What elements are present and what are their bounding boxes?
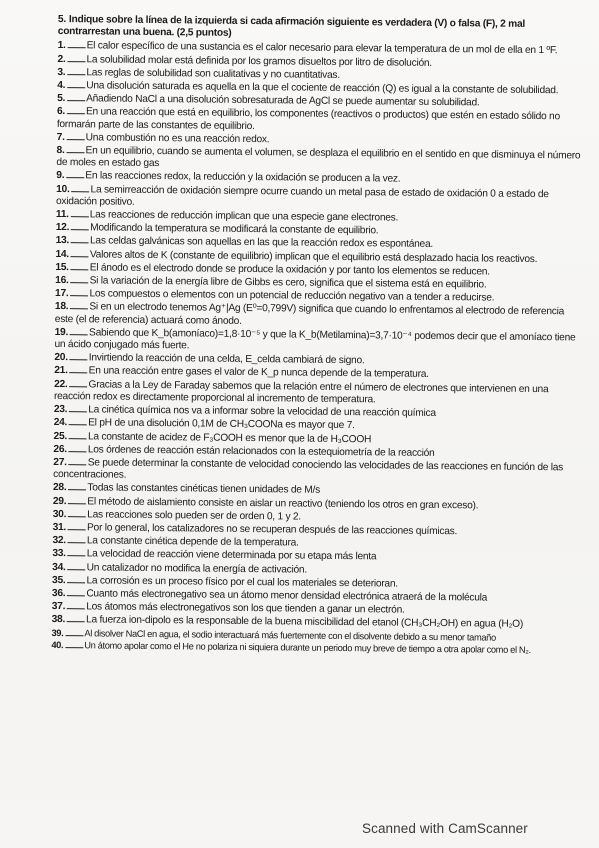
camscanner-watermark: Scanned with CamScanner — [362, 821, 528, 836]
answer-blank-line[interactable] — [70, 326, 88, 335]
statement-text: Al disolver NaCl en agua, el sodio interactuará más fuertemente con el disolvente debido a su menor tamaño — [84, 627, 496, 643]
answer-blank-line[interactable] — [70, 301, 88, 310]
statement-text: Los átomos más electronegativos son los que tienden a ganar un electrón. — [86, 601, 405, 616]
statement-number: 31. — [52, 521, 67, 534]
statement-text: Un átomo apolar como el He no polariza ni siquiera durante un periodo muy breve de tiempo a otra apolar como el N₂. — [84, 640, 531, 655]
answer-blank-line[interactable] — [67, 92, 85, 101]
answer-blank-line[interactable] — [67, 613, 85, 622]
answer-blank-line[interactable] — [65, 639, 83, 648]
statement-number: 20. — [54, 352, 68, 364]
answer-blank-line[interactable] — [69, 430, 87, 439]
statement-number: 2. — [57, 53, 66, 65]
statement-text: Valores altos de K (constante de equilibrio) implican que el equilibrio está desplazado hacia los reactivos. — [89, 249, 538, 265]
statement-text: Una combustión no es una reacción redox. — [85, 132, 270, 146]
answer-blank-line[interactable] — [71, 221, 89, 230]
statement-number: 29. — [52, 495, 67, 507]
statement-text: Cuanto más electronegativo sea un átomo menor densidad electrónica atraerá de la molécula — [86, 588, 488, 604]
statement-text: El calor específico de una sustancia es el calor necesario para elevar la temperatura de un mol de ella en 1 ºF. — [86, 40, 558, 57]
statement-list — [51, 39, 582, 656]
question-number: 5. — [57, 14, 66, 26]
statement-number: 18. — [54, 301, 69, 313]
answer-blank-line[interactable] — [71, 274, 89, 283]
statement-number: 27. — [53, 456, 67, 469]
statement-number: 11. — [55, 209, 69, 221]
answer-blank-line[interactable] — [67, 144, 85, 153]
answer-blank-line[interactable] — [71, 235, 89, 244]
statement-text: La constante de acidez de F₃COOH es menor que la de H₃COOH — [87, 430, 372, 445]
statement-text: Sabiendo que K_b(amoníaco)=1,8·10⁻⁵ y que la K_b(Metilamina)=3,7·10⁻⁴ podemos decir que el amoníaco tiene un ácido conjugado más fuerte. — [54, 327, 576, 352]
statement-text: Invirtiendo la reacción de una celda, E_celda cambiará de signo. — [88, 352, 365, 367]
answer-blank-line[interactable] — [68, 495, 86, 504]
statement-number: 24. — [53, 417, 68, 429]
statement-text: Añadiendo NaCl a una disolución sobresaturada de AgCl se puede aumentar su solubilidad. — [86, 93, 480, 109]
statement-number: 5. — [57, 93, 66, 105]
answer-blank-line[interactable] — [72, 183, 90, 192]
statement-text: Una disolución saturada es aquella en la que el cociente de reacción (Q) es igual a la constante de solubilidad. — [86, 80, 559, 97]
question-text: Indique sobre la línea de la izquierda si cada afirmación siguiente es verdadera (V) o falsa (F), 2 mal contrarrestan una buena. — [57, 14, 526, 39]
answer-blank-line[interactable] — [65, 627, 83, 636]
statement-text: La fuerza ion-dipolo es la responsable de la buena miscibilidad del etanol (CH₃CH₂OH) en agua (H₂O) — [86, 614, 524, 631]
statement-number: 21. — [54, 365, 68, 377]
statement-number: 36. — [51, 587, 66, 600]
statement-number: 6. — [56, 106, 66, 118]
statement-text: La cinética química nos va a informar sobre la velocidad de una reacción química — [88, 404, 436, 420]
statement-text: Modificando la temperatura se modificará la constante de equilibrio. — [90, 222, 379, 237]
statement-text: Se puede determinar la constante de velocidad conociendo las velocidades de las reacciones en función de las concentraciones. — [53, 457, 564, 481]
answer-blank-line[interactable] — [67, 66, 85, 75]
statement-text: Los compuestos o elementos con un potencial de reducción negativo van a tender a reducirse. — [89, 288, 495, 304]
statement-text: En una reacción entre gases el valor de K_p nunca depende de la temperatura. — [88, 365, 429, 381]
question-points: (2,5 puntos) — [176, 27, 232, 40]
statement-number: 3. — [57, 66, 66, 78]
statement-number: 1. — [57, 40, 66, 52]
statement-number: 14. — [55, 248, 69, 260]
statement-text: La solubilidad molar está definida por los gramos disueltos por litro de disolución. — [86, 53, 432, 69]
answer-blank-line[interactable] — [70, 365, 88, 374]
statement-text: El ánodo es el electrodo donde se produce la oxidación y por tanto los elementos se reducen. — [89, 262, 490, 278]
statement-text: Las reacciones solo pueden ser de orden 0, 1 y 2. — [87, 509, 301, 523]
answer-blank-line[interactable] — [67, 79, 85, 88]
statement-text: En una reacción que está en equilibrio, los componentes (reactivos o productos) que estén en estado sólido no formarán parte de las constantes de equilibrio. — [56, 106, 560, 132]
statement-text: Un catalizador no modifica la energía de activación. — [86, 561, 308, 576]
statement-text: Las reglas de solubilidad son cualitativas y no cuantitativas. — [86, 67, 340, 81]
answer-blank-line[interactable] — [67, 106, 85, 115]
statement-text: El método de aislamiento consiste en aislar un reactivo (teniendo los otros en gran exceso). — [87, 495, 479, 511]
statement-text: Los órdenes de reacción están relacionados con la estequiometría de la reacción — [87, 444, 435, 459]
answer-blank-line[interactable] — [67, 587, 85, 596]
statement-number: 39. — [51, 627, 64, 638]
answer-blank-line[interactable] — [71, 248, 89, 257]
answer-blank-line[interactable] — [66, 170, 84, 179]
statement-number: 28. — [52, 482, 67, 494]
statement-number: 9. — [56, 170, 65, 182]
statement-number: 13. — [55, 235, 70, 247]
statement-text: Si en un electrodo tenemos Ag⁺|Ag (E⁰=0,799V) significa que cuando lo enfrentamos al electrodo de referencia este (el de referencia) actuará como ánodo. — [54, 301, 565, 327]
answer-blank-line[interactable] — [70, 351, 88, 360]
answer-blank-line[interactable] — [68, 547, 86, 556]
statement-number: 4. — [57, 80, 66, 92]
statement-number: 33. — [52, 548, 66, 560]
answer-blank-line[interactable] — [71, 261, 89, 270]
answer-blank-line[interactable] — [67, 131, 85, 140]
statement-number: 23. — [53, 404, 68, 416]
answer-blank-line[interactable] — [70, 378, 88, 387]
statement-number: 8. — [56, 145, 65, 157]
statement-number: 12. — [55, 222, 70, 234]
statement-text: Gracias a la Ley de Faraday sabemos que la relación entre el número de electrones que intervienen en una reacción redox es directamente proporcional al incremento de temperatura. — [53, 379, 549, 406]
statement-number: 10. — [56, 183, 70, 195]
statement-number: 26. — [53, 443, 67, 455]
answer-blank-line[interactable] — [67, 574, 85, 583]
statement-text: En las reacciones redox, la reducción y la oxidación se producen a la vez. — [85, 170, 401, 186]
statement-text: Si la variación de la energía libre de Gibbs es cero, significa que el sistema está en equilibrio. — [89, 275, 487, 291]
statement-text: Todas las constantes cinéticas tienen unidades de M/s — [87, 482, 321, 497]
statement-number: 30. — [52, 508, 67, 520]
answer-blank-line[interactable] — [70, 287, 88, 296]
statement-text: Por lo general, los catalizadores no se recuperan después de las reacciones químicas. — [86, 522, 458, 538]
statement-text: La semirreacción de oxidación siempre ocurre cuando un metal pasa de estado de oxidación 0 a estado de oxidación positivo. — [55, 183, 549, 208]
answer-blank-line[interactable] — [68, 53, 86, 62]
answer-blank-line[interactable] — [68, 508, 86, 517]
statement-number: 38. — [51, 614, 66, 626]
statement-text: La corrosión es un proceso físico por el cual los materiales se deterioran. — [86, 575, 398, 590]
statement-text: La velocidad de reacción viene determinada por su etapa más lenta — [86, 548, 377, 563]
statement-number: 15. — [55, 261, 69, 273]
answer-blank-line[interactable] — [69, 403, 87, 412]
statement-number: 19. — [54, 326, 69, 338]
statement-text: Las celdas galvánicas son aquellas en las que la reacción redox es espontánea. — [89, 235, 434, 251]
statement-number: 34. — [52, 561, 66, 573]
answer-blank-line[interactable] — [68, 561, 86, 570]
statement-text: En un equilibrio, cuando se aumenta el volumen, se desplaza el equilibrio en el sentido en que disminuya el número de moles en estado gas — [56, 145, 581, 170]
exam-question — [51, 14, 583, 656]
statement-number: 32. — [52, 535, 66, 547]
statement-number: 25. — [53, 430, 68, 442]
statement-text: Las reacciones de reducción implican que una especie gane electrones. — [89, 209, 399, 224]
answer-blank-line[interactable] — [68, 40, 86, 49]
answer-blank-line[interactable] — [68, 534, 86, 543]
answer-blank-line[interactable] — [69, 443, 87, 452]
statement-text: El pH de una disolución 0,1M de CH₃COONa es mayor que 7. — [88, 417, 355, 432]
statement-number: 22. — [54, 378, 68, 390]
answer-blank-line[interactable] — [68, 521, 86, 530]
statement-number: 17. — [55, 288, 69, 300]
statement-number: 35. — [52, 574, 66, 586]
answer-blank-line[interactable] — [67, 600, 85, 609]
answer-blank-line[interactable] — [69, 416, 87, 425]
answer-blank-line[interactable] — [71, 208, 89, 217]
statement-text: La constante cinética depende de la temperatura. — [86, 535, 299, 549]
statement-number: 7. — [56, 131, 65, 143]
statement-number: 37. — [51, 601, 66, 613]
statement-number: 40. — [51, 639, 64, 650]
statement-number: 16. — [55, 275, 69, 287]
answer-blank-line[interactable] — [68, 481, 86, 490]
answer-blank-line[interactable] — [69, 456, 87, 465]
